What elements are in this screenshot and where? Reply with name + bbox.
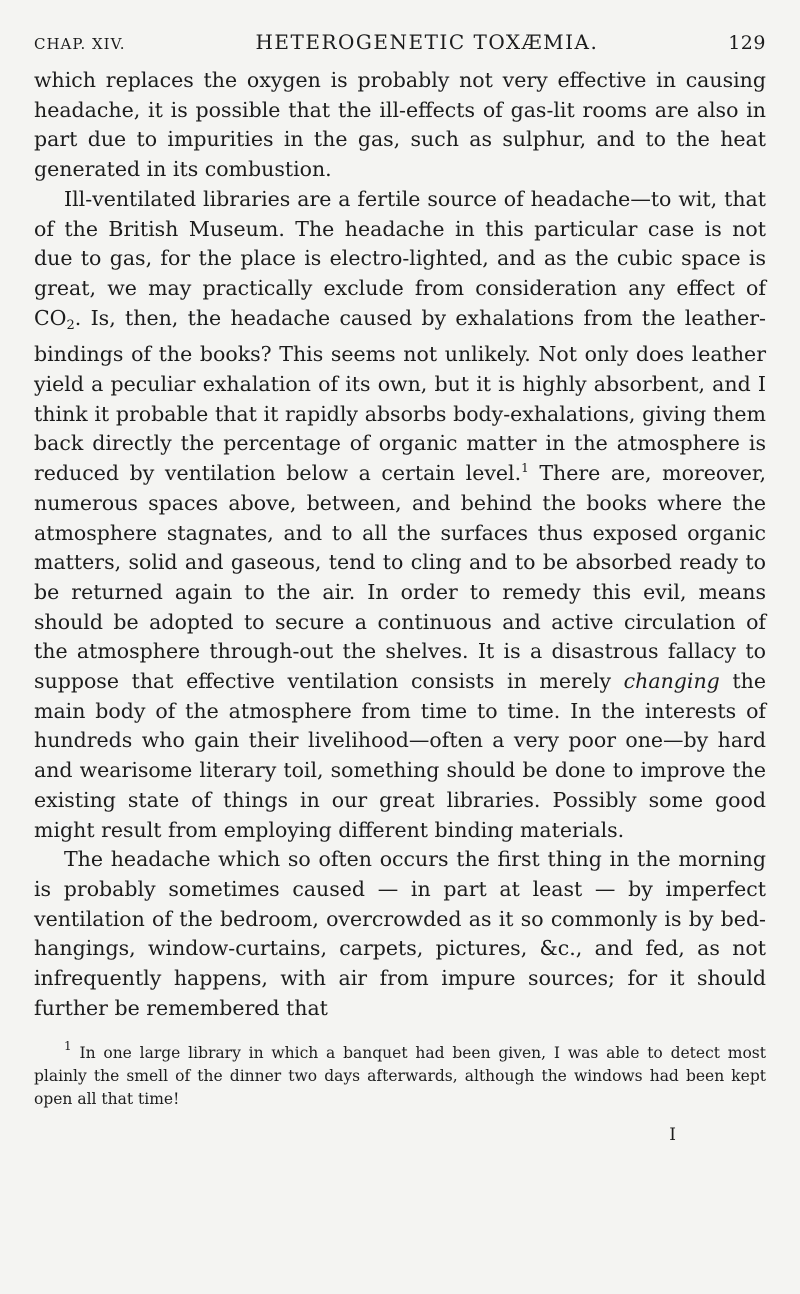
subscript: 2 [66, 317, 75, 333]
paragraph-bedroom [34, 845, 766, 1023]
running-title: HETEROGENETIC TOXÆMIA. [255, 30, 599, 54]
footnote-marker: 1 [64, 1038, 72, 1053]
paragraph-text: There are, moreover, numerous spaces above, between, and behind the books where the atmosphere stagnates, and to all the surfaces thus exposed organic matters, solid and gaseous, tend to cling and to be absorbed ready to be returned again to the air. In order to remedy this evil, means should be adopted to secure a continuous and active circulation of the atmosphere through-out the shelves. It is a disastrous fallacy to suppose that effective ventilation consists in merely [34, 461, 766, 694]
paragraph-text: which replaces the oxygen is probably not very effective in causing headache, it is possible that the ill-effects of gas-lit rooms are also in part due to impurities in the gas, such as sulphur, and to the heat generated in its combustion. [34, 68, 766, 182]
footnote-reference: 1 [521, 461, 529, 476]
signature-mark: I [669, 1124, 676, 1145]
emphasis-text: changing [623, 669, 720, 694]
footnote-text: In one large library in which a banquet had been given, I was able to detect most plainly the smell of the dinner two days afterwards, although the windows had been kept open all that time! [34, 1043, 766, 1108]
paragraph-continued [34, 66, 766, 185]
paragraph-text: Ill-ventilated libraries are a fertile source of headache—to wit, that of the British Museum. The headache in this particular case is not due to gas, for the place is electro-lighted, and as the cubic space is great, we may practically exclude from consideration any effect of CO [34, 186, 766, 330]
body-text [34, 66, 766, 1024]
paragraph-text: the main body of the atmosphere from time to time. In the interests of hundreds who gain their livelihood—often a very poor one—by hard and wearisome literary toil, something should be done to improve the existing state of things in our great libraries. Possibly some good might result from employing different binding materials. [34, 669, 766, 842]
paragraph-text: The headache which so often occurs the first thing in the morning is probably sometimes caused — in part at least — by imperfect ventilation of the bedroom, overcrowded as it so commonly is by bed-hangings, window-curtains, carpets, pictures, &c., and fed, as not infrequently happens, with air from impure sources; for it should further be remembered that [34, 847, 766, 1020]
page-number: 129 [728, 32, 766, 54]
running-head [34, 30, 766, 60]
footnote [34, 1038, 766, 1111]
paragraph-text: . Is, then, the headache caused by exhalations from the leather-bindings of the books? This seems not unlikely. Not only does leather yield a peculiar exhalation of its own, but it is highly absorbent, and I think it probable that it rapidly absorbs body-exhalations, giving them back directly the percentage of organic matter in the atmosphere is reduced by ventilation below a certain level. [34, 305, 766, 486]
paragraph-libraries [34, 185, 766, 845]
chapter-label: CHAP. XIV. [34, 35, 126, 53]
